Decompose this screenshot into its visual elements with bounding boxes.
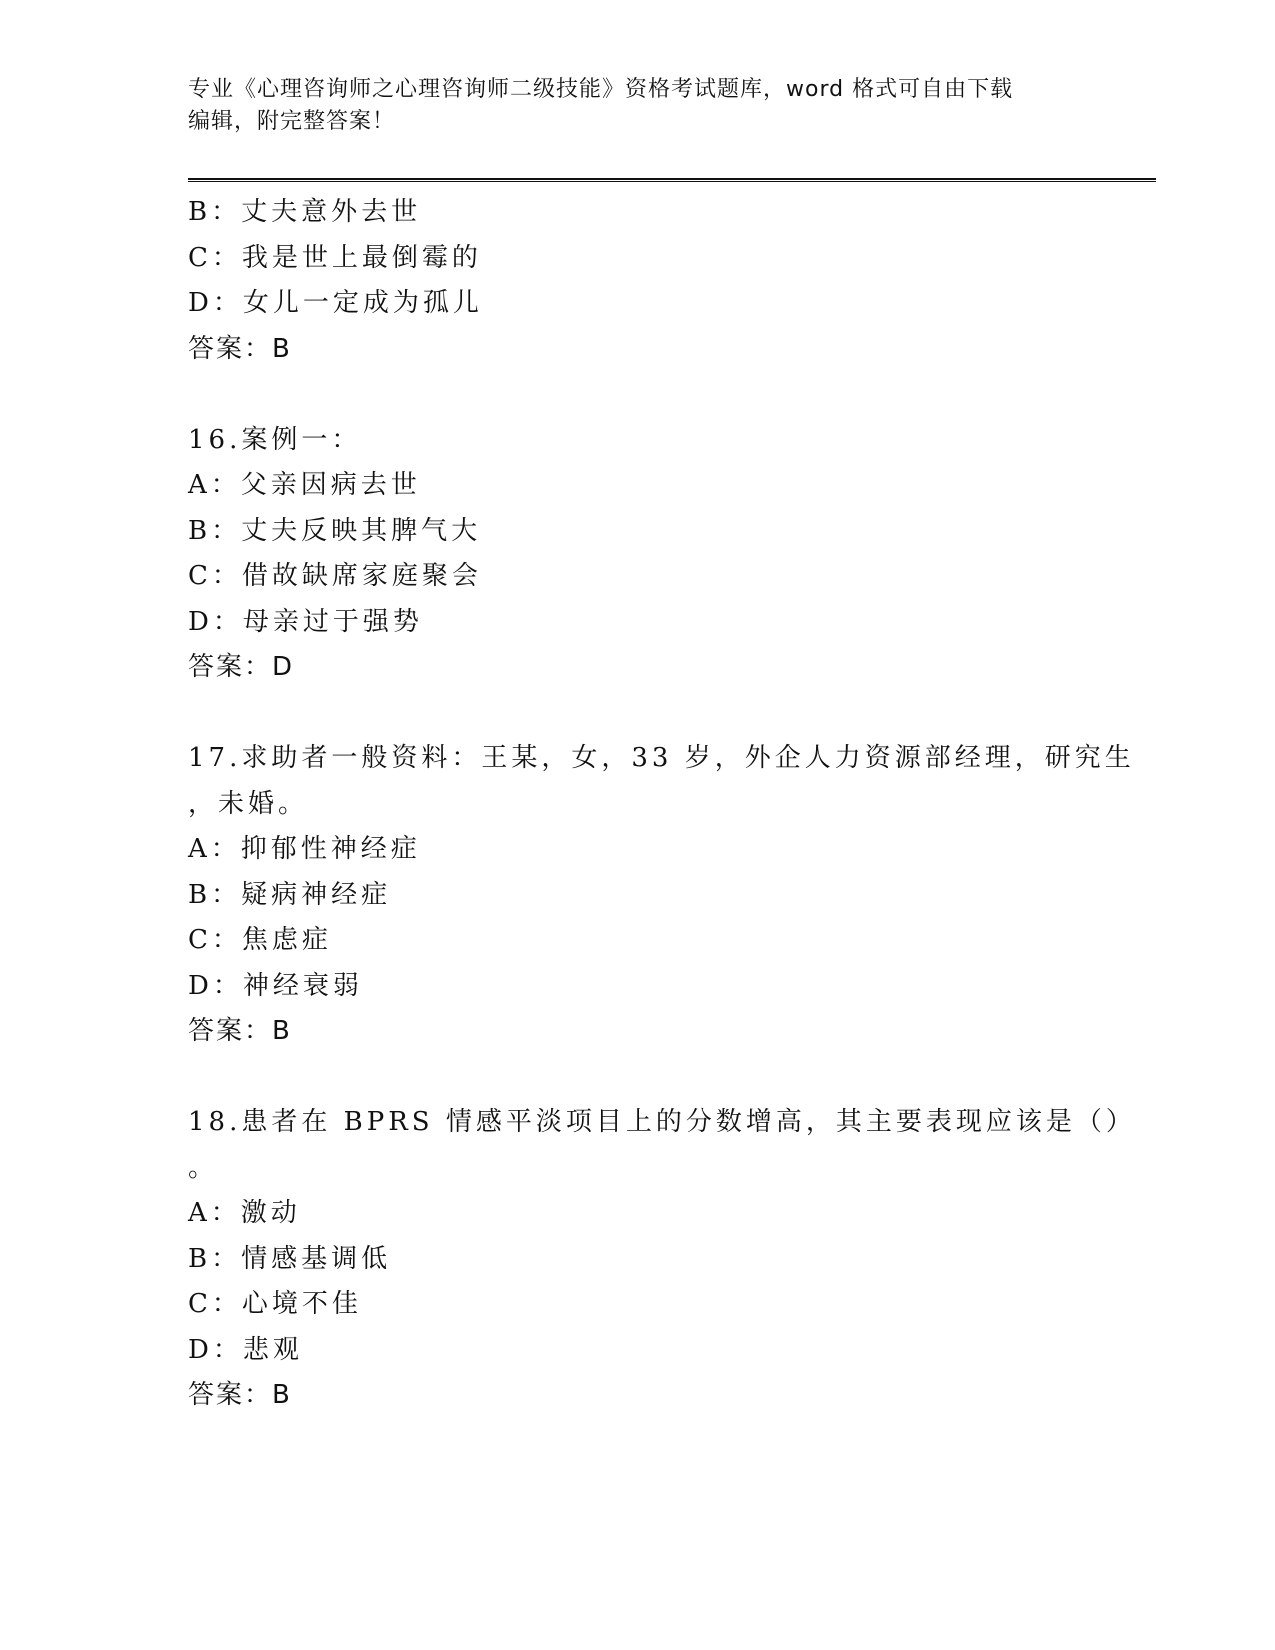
option-letter: C：: [188, 242, 242, 273]
question-list: [188, 190, 1136, 1419]
option-text: 疑病神经症: [241, 879, 392, 910]
option-letter: D：: [188, 606, 243, 637]
answer-line: 答案：B: [188, 1380, 292, 1410]
option-text: 丈夫反映其脾气大: [241, 515, 482, 546]
option-text: 悲观: [242, 1334, 303, 1365]
spacer: [188, 1055, 1088, 1101]
option-letter: A：: [188, 1198, 241, 1228]
question-18: [188, 1100, 1136, 1419]
option-text: 情感基调低: [241, 1243, 392, 1274]
option-d: [188, 964, 1088, 1010]
option-text: 女儿一定成为孤儿: [242, 288, 483, 318]
question-16: [188, 418, 1088, 691]
header-line-1: 专业《心理咨询师之心理咨询师二级技能》资格考试题库，word 格式可自由下载: [188, 77, 1014, 102]
question-stem-continued: ，未婚。: [188, 788, 309, 819]
answer-line: 答案：B: [188, 333, 292, 364]
question-stem: 16.案例一：: [188, 424, 362, 455]
question-stem: 17.求助者一般资料：王某，女，33 岁，外企人力资源部经理，研究生: [188, 743, 1135, 773]
option-c: [188, 1282, 1088, 1328]
option-text: 焦虑症: [241, 925, 332, 955]
option-letter: C：: [188, 925, 242, 955]
option-d: [188, 600, 1088, 646]
option-text: 父亲因病去世: [240, 470, 421, 500]
question-stem: 18.患者在 BPRS 情感平淡项目上的分数增高，其主要表现应该是（）: [188, 1107, 1136, 1137]
option-letter: A：: [188, 834, 241, 864]
option-b: [188, 190, 1088, 236]
question-15-tail: [188, 190, 1088, 372]
spacer: [188, 691, 1088, 737]
option-text: 神经衰弱: [242, 970, 363, 1001]
option-text: 借故缺席家庭聚会: [241, 561, 482, 591]
option-c: [188, 554, 1088, 600]
answer-line: 答案：D: [188, 652, 295, 682]
option-a: [188, 463, 1088, 509]
option-c: [188, 918, 1088, 964]
option-c: [188, 236, 1088, 282]
option-a: [188, 827, 1088, 873]
option-text: 母亲过于强势: [242, 606, 423, 637]
option-text: 我是世上最倒霉的: [241, 242, 482, 273]
option-letter: D：: [188, 1334, 243, 1365]
option-letter: B：: [188, 1243, 242, 1274]
option-d: [188, 1328, 1088, 1374]
document-header: [188, 74, 1088, 138]
option-letter: C：: [188, 1289, 242, 1319]
option-b: [188, 509, 1088, 555]
answer-line: 答案：B: [188, 1016, 292, 1046]
option-b: [188, 1237, 1088, 1283]
header-divider: [188, 178, 1156, 182]
question-17: [188, 736, 1135, 1055]
option-letter: C：: [188, 561, 242, 591]
option-text: 激动: [240, 1198, 301, 1228]
option-letter: B：: [188, 879, 242, 910]
header-line-2: 编辑，附完整答案！: [188, 109, 396, 134]
option-a: [188, 1191, 1088, 1237]
question-stem-continued: 。: [188, 1152, 219, 1183]
option-b: [188, 873, 1088, 919]
option-letter: D：: [188, 288, 243, 318]
option-letter: A：: [188, 470, 241, 500]
option-letter: B：: [188, 197, 242, 227]
option-text: 丈夫意外去世: [241, 197, 422, 227]
option-text: 心境不佳: [241, 1289, 362, 1319]
option-letter: B：: [188, 515, 242, 546]
option-text: 抑郁性神经症: [240, 834, 421, 864]
spacer: [188, 372, 1088, 418]
option-d: [188, 281, 1088, 327]
option-letter: D：: [188, 970, 243, 1001]
